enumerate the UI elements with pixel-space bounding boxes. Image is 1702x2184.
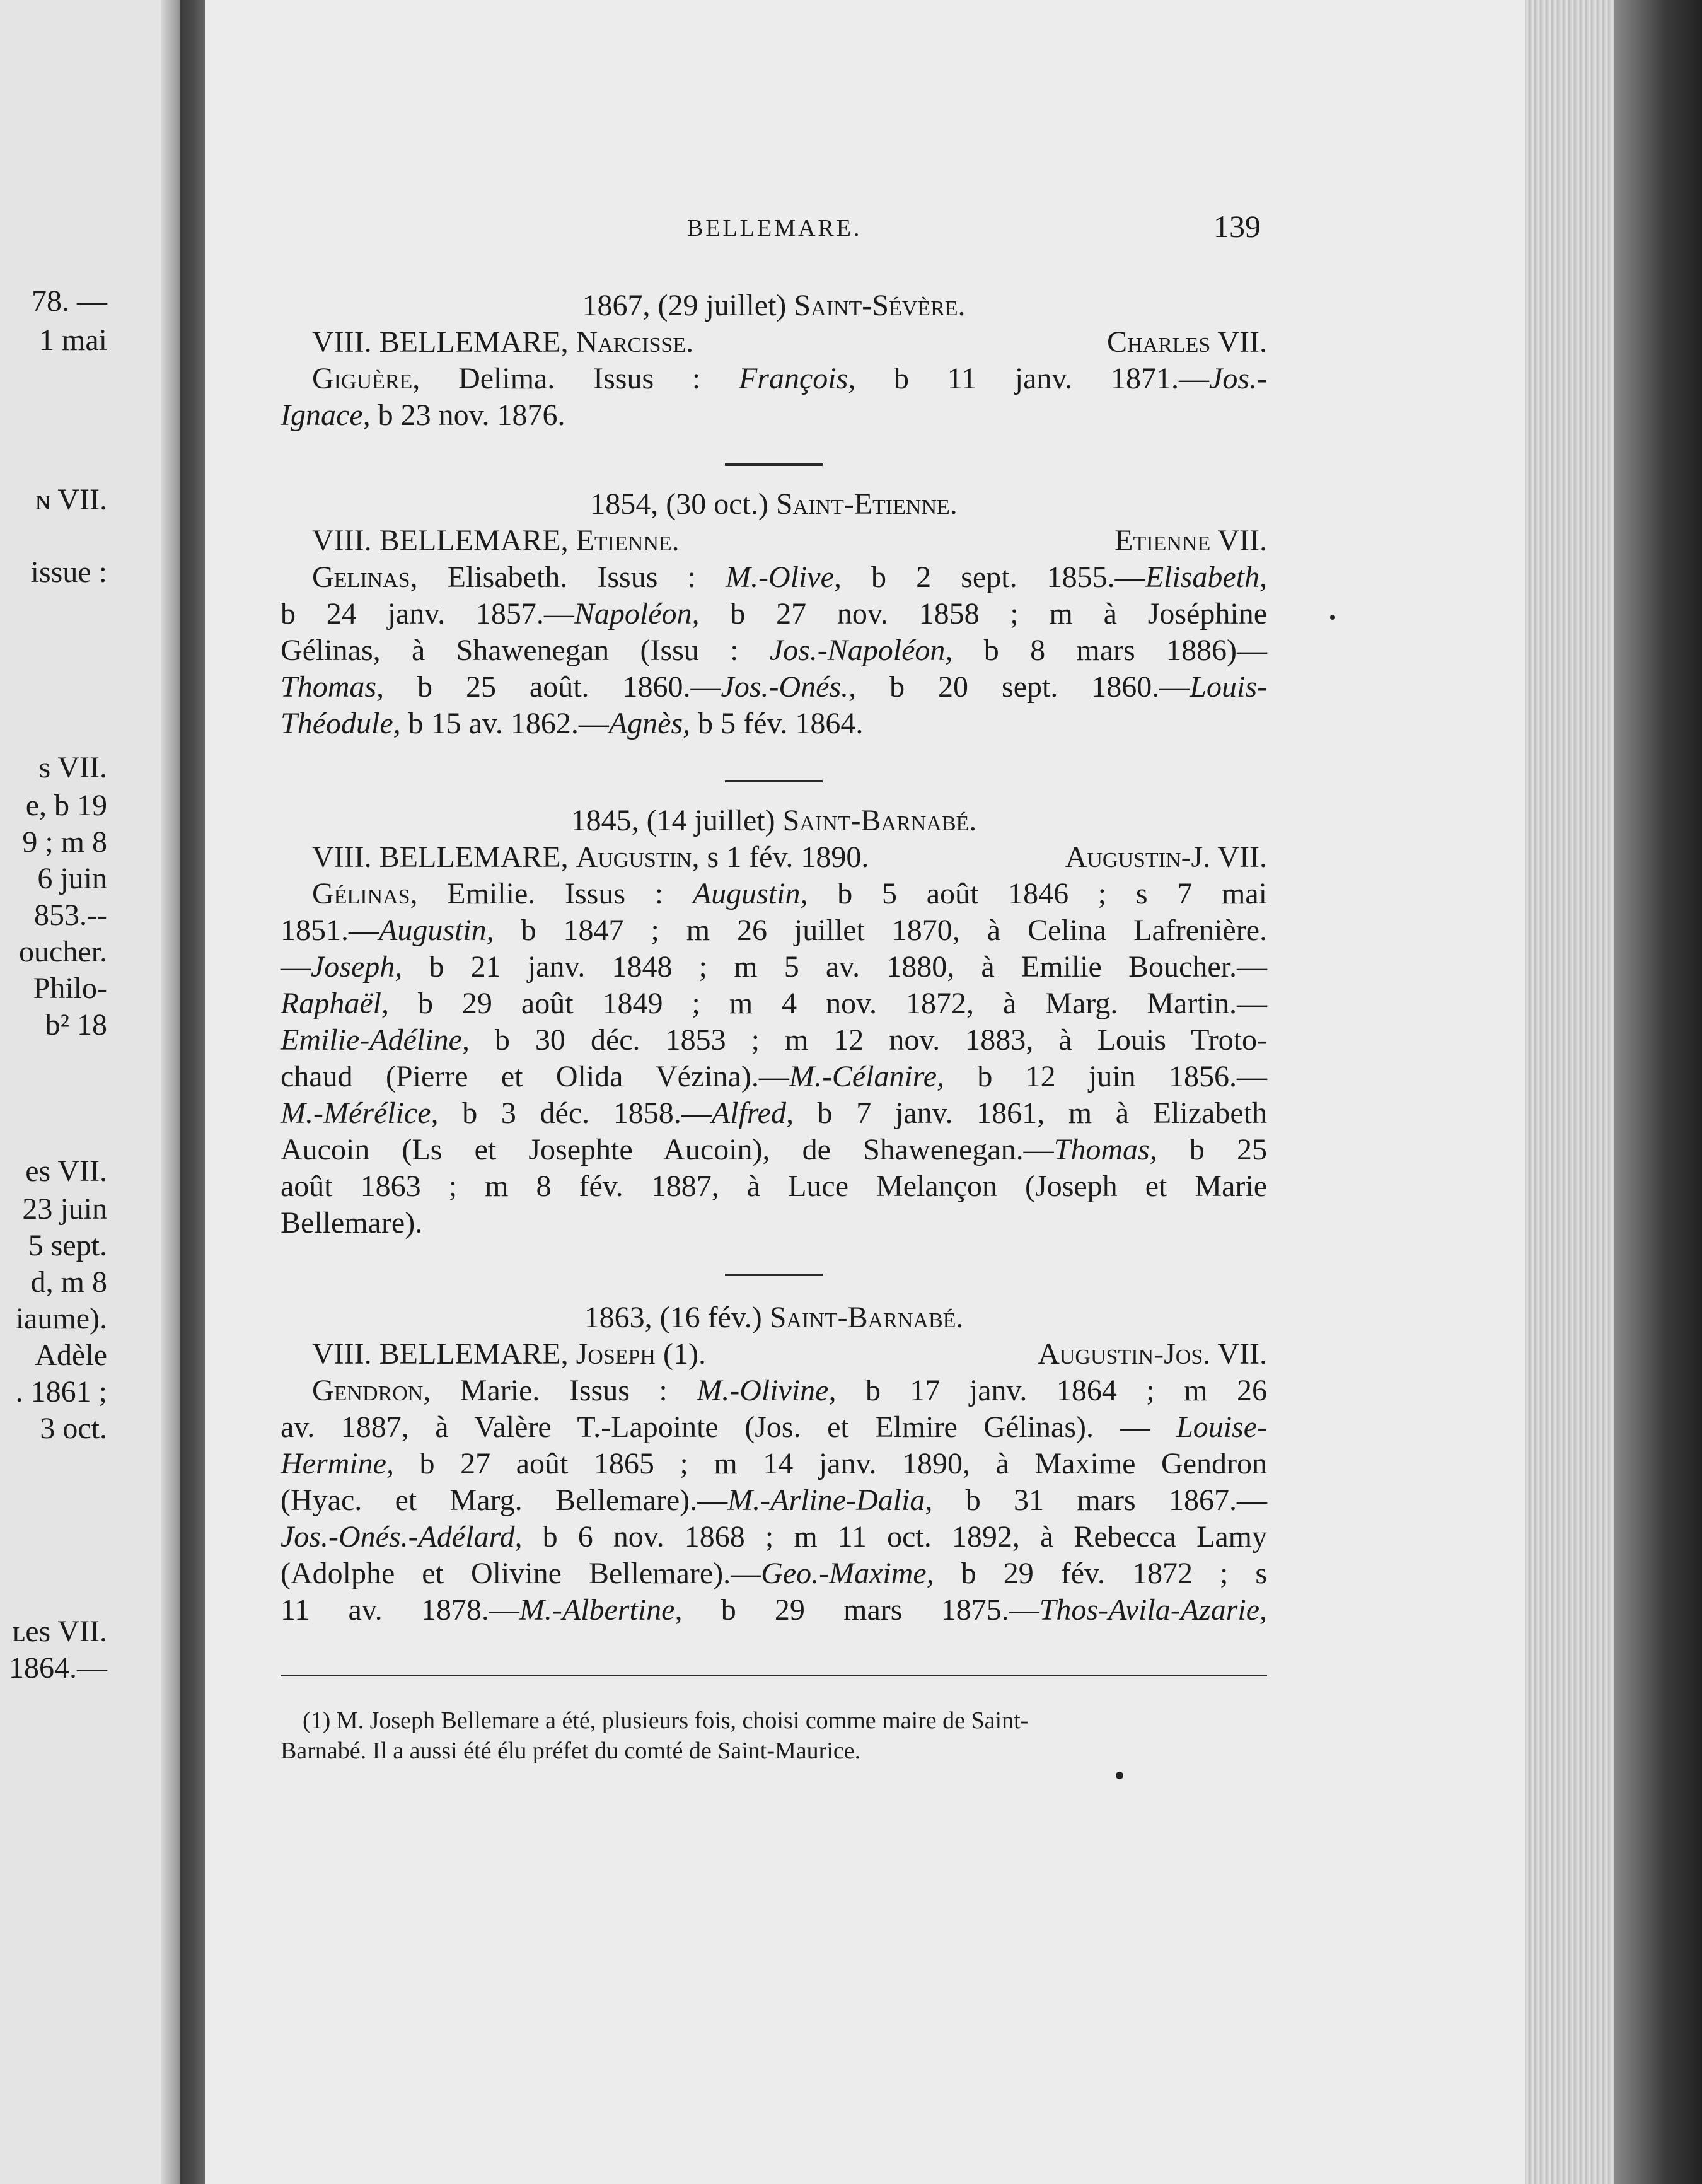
italic-name: Louis- [1190,670,1267,704]
text-run: b 31 mars 1867.— [932,1484,1267,1517]
entry-line [281,1445,1267,1483]
text-run: b 29 août 1849 ; m 4 nov. 1872, à Marg. Martin.— [388,987,1267,1020]
italic-name: François, [738,362,856,395]
italic-name: M.-Albertine, [519,1593,683,1627]
left-page-line: s VII. [38,751,107,784]
text-run: b 17 janv. 1864 ; m 26 [836,1374,1268,1407]
footnote-line-2: Barnabé. Il a aussi été élu préfet du comté de Saint-Maurice. [281,1738,861,1764]
italic-name: Raphaël, [281,987,389,1020]
entry-line [281,705,1267,743]
entry-line [281,912,1267,950]
text-run: Elisabeth. Issus : [417,561,726,594]
small-caps-name: Saint-Barnabé. [782,804,977,837]
entry-line [281,1131,1267,1169]
left-page-line: 6 juin [37,862,107,895]
marriage-heading [281,485,1267,523]
entry-title [281,839,1267,876]
entry-line [281,668,1267,706]
entry-line [281,985,1267,1023]
small-caps-name: Etienne. [576,524,680,557]
text-run: b 12 juin 1856.— [944,1060,1268,1093]
left-page-line: 3 oct. [40,1412,107,1445]
entry-line [281,632,1267,670]
text-run: (Hyac. et Marg. Bellemare).— [281,1484,728,1517]
italic-name: Napoléon, [574,597,700,630]
entry-title-left [312,522,680,560]
small-caps-name: Giguère, [312,362,420,395]
text-run: (Adolphe et Olivine Bellemare).— [281,1557,761,1590]
text-run: 1851.— [281,914,379,947]
left-page-line: 5 sept. [28,1229,107,1262]
entry-line [281,397,1267,434]
text-run: b 25 août. 1860.— [384,670,721,704]
italic-name: Thomas, [281,670,385,704]
entry-title [281,522,1267,560]
parent-reference: Augustin-J. VII. [1065,840,1267,874]
speck [1116,1772,1123,1779]
text-run: s 1 fév. 1890. [699,840,869,874]
text-run: b 7 janv. 1861, m à Elizabeth [793,1096,1268,1130]
italic-name: Agnès, [608,707,691,740]
text-run: b 21 janv. 1848 ; m 5 av. 1880, à Emilie Boucher.— [402,950,1267,984]
italic-name: M.-Olive, [725,561,842,594]
entry-line [281,360,1267,398]
italic-name: Jos.- [1209,362,1267,395]
entry-title-left [312,323,693,361]
entry-line [281,1021,1267,1059]
italic-name: Jos.-Napoléon, [769,634,953,667]
left-page-line: 853.-- [34,898,107,932]
text-run: Delima. Issus : [420,362,739,395]
text-run: av. 1887, à Valère T.-Lapointe (Jos. et Elmire Gélinas). — [281,1410,1176,1444]
text-run: Gélinas, à Shawenegan (Issu : [281,634,770,667]
left-page-line: es VII. [25,1154,107,1188]
left-page-line: iaume). [15,1302,107,1335]
entry-line [281,1591,1267,1629]
speck [1330,615,1335,620]
left-page-line: 1 mai [39,323,107,357]
italic-name: M.-Arline-Dalia, [727,1484,933,1517]
italic-name: Augustin, [692,877,808,910]
entry-line [281,1168,1267,1205]
small-caps-name: Gélinas, [312,877,418,910]
entry-title-left [312,1335,706,1373]
text-run: b 25 [1157,1133,1267,1166]
text-run: VIII. BELLEMARE, [312,840,576,874]
text-run: VIII. BELLEMARE, [312,1337,576,1371]
italic-name: Ignace, [281,398,371,432]
entry-line [281,1058,1267,1096]
small-caps-name: Saint-Sévère. [794,289,966,322]
text-run: 1845, (14 juillet) [570,804,783,837]
text-run: août 1863 ; m 8 fév. 1887, à Luce Melançon (Joseph et Marie [281,1170,1267,1203]
text-run: b 3 déc. 1858.— [438,1096,712,1130]
text-run: 1854, (30 oct.) [590,487,776,521]
italic-name: Alfred, [711,1096,794,1130]
text-run: b 30 déc. 1853 ; m 12 nov. 1883, à Louis Troto- [469,1023,1267,1057]
italic-name: Théodule, [281,707,401,740]
italic-name: Joseph, [311,950,403,984]
entry-title [281,323,1267,361]
italic-name: M.-Célanire, [789,1060,945,1093]
italic-name: M.-Mérélice, [281,1096,439,1130]
entry-line [281,595,1267,633]
italic-name: Thos-Avila-Azarie, [1039,1593,1268,1627]
text-run: b 1847 ; m 26 juillet 1870, à Celina Lafrenière. [494,914,1267,947]
text-run: b 5 août 1846 ; s 7 mai [808,877,1267,910]
text-run: — [281,950,311,984]
marriage-heading [281,802,1267,840]
page-edges-shadow [1614,0,1702,2184]
parent-reference: Charles VII. [1106,325,1267,359]
entry-title [281,1335,1267,1373]
text-run: VIII. BELLEMARE, [312,524,576,557]
section-rule [725,463,823,466]
text-run: b 6 nov. 1868 ; m 11 oct. 1892, à Rebecca Lamy [522,1520,1267,1554]
parent-reference: Augustin-Jos. VII. [1038,1337,1267,1371]
italic-name: Hermine, [281,1447,394,1480]
entry-line [281,1095,1267,1132]
section-rule [725,780,823,782]
small-caps-name: Joseph [576,1337,656,1371]
text-run: 11 av. 1878.— [281,1593,519,1627]
footnote-line-1: (1) M. Joseph Bellemare a été, plusieurs fois, choisi comme maire de Saint- [303,1707,1029,1734]
left-page-line: 23 juin [22,1192,107,1226]
page-number: 139 [1213,209,1261,244]
small-caps-name: Gendron, [312,1374,431,1407]
entry-line [281,875,1267,913]
left-page-line: ʟes VII. [12,1615,107,1648]
text-run: Marie. Issus : [431,1374,697,1407]
small-caps-name: Gelinas, [312,561,418,594]
left-page-line: oucher. [19,935,107,968]
left-page-line: 78. — [32,284,107,318]
marriage-heading [281,1299,1267,1337]
italic-name: Elisabeth, [1145,561,1267,594]
left-page-line: Philo- [33,972,107,1005]
italic-name: Louise- [1176,1410,1267,1444]
marriage-heading [281,287,1267,325]
entry-line [281,948,1267,986]
text-run: b 29 fév. 1872 ; s [934,1557,1267,1590]
left-page-line: d, m 8 [30,1265,107,1299]
text-run: b 29 mars 1875.— [682,1593,1039,1627]
left-page-line: 9 ; m 8 [22,825,107,859]
left-page-line: . 1861 ; [15,1375,107,1409]
text-run: b 11 janv. 1871.— [855,362,1210,395]
left-page-line: 1864.— [9,1651,107,1685]
text-run: Aucoin (Ls et Josephte Aucoin), de Shawenegan.— [281,1133,1054,1166]
text-run: b 23 nov. 1876. [370,398,565,432]
text-run: b 27 nov. 1858 ; m à Joséphine [699,597,1267,630]
small-caps-name: Augustin, [576,840,700,874]
text-run: b 2 sept. 1855.— [841,561,1145,594]
text-run: b 20 sept. 1860.— [856,670,1190,704]
book-binding [180,0,208,2184]
text-run: (1). [655,1337,706,1371]
italic-name: Emilie-Adéline, [281,1023,470,1057]
left-page-line: ɴ VII. [35,483,107,516]
entry-line [281,1409,1267,1446]
text-run: 1867, (29 juillet) [582,289,794,322]
left-page-fragment [0,0,186,2184]
entry-line [281,1555,1267,1593]
entry-line [281,1518,1267,1556]
text-run: b 8 mars 1886)— [952,634,1268,667]
footnote-rule [281,1675,1267,1676]
text-run: VIII. BELLEMARE, [312,325,576,359]
small-caps-name: Saint-Etienne. [775,487,958,521]
left-page-line: Adèle [35,1339,107,1372]
entry-title-left [312,839,869,876]
italic-name: M.-Olivine, [697,1374,837,1407]
text-run: 1863, (16 fév.) [584,1301,770,1334]
left-page-line: e, b 19 [25,789,107,822]
italic-name: Jos.-Onés., [721,670,857,704]
entry-line [281,1482,1267,1519]
small-caps-name: Narcisse. [576,325,694,359]
italic-name: Thomas, [1053,1133,1157,1166]
section-rule [725,1274,823,1276]
italic-name: Augustin, [379,914,494,947]
italic-name: Geo.-Maxime, [761,1557,934,1590]
text-run: b 27 août 1865 ; m 14 janv. 1890, à Maxime Gendron [393,1447,1267,1480]
text-run: b 24 janv. 1857.— [281,597,574,630]
text-run: b 5 fév. 1864. [690,707,864,740]
running-head: BELLEMARE. [687,215,862,241]
text-run: chaud (Pierre et Olida Vézina).— [281,1060,789,1093]
left-page-line: issue : [30,555,107,589]
left-page-line: b² 18 [45,1008,107,1042]
entry-line [281,1204,1267,1242]
italic-name: Jos.-Onés.-Adélard, [281,1520,523,1554]
text-run: b 15 av. 1862.— [400,707,609,740]
entry-line [281,1372,1267,1410]
small-caps-name: Saint-Barnabé. [769,1301,964,1334]
entry-line [281,559,1267,596]
text-run: Bellemare). [281,1206,423,1240]
text-run: Emilie. Issus : [417,877,693,910]
parent-reference: Etienne VII. [1114,524,1267,557]
